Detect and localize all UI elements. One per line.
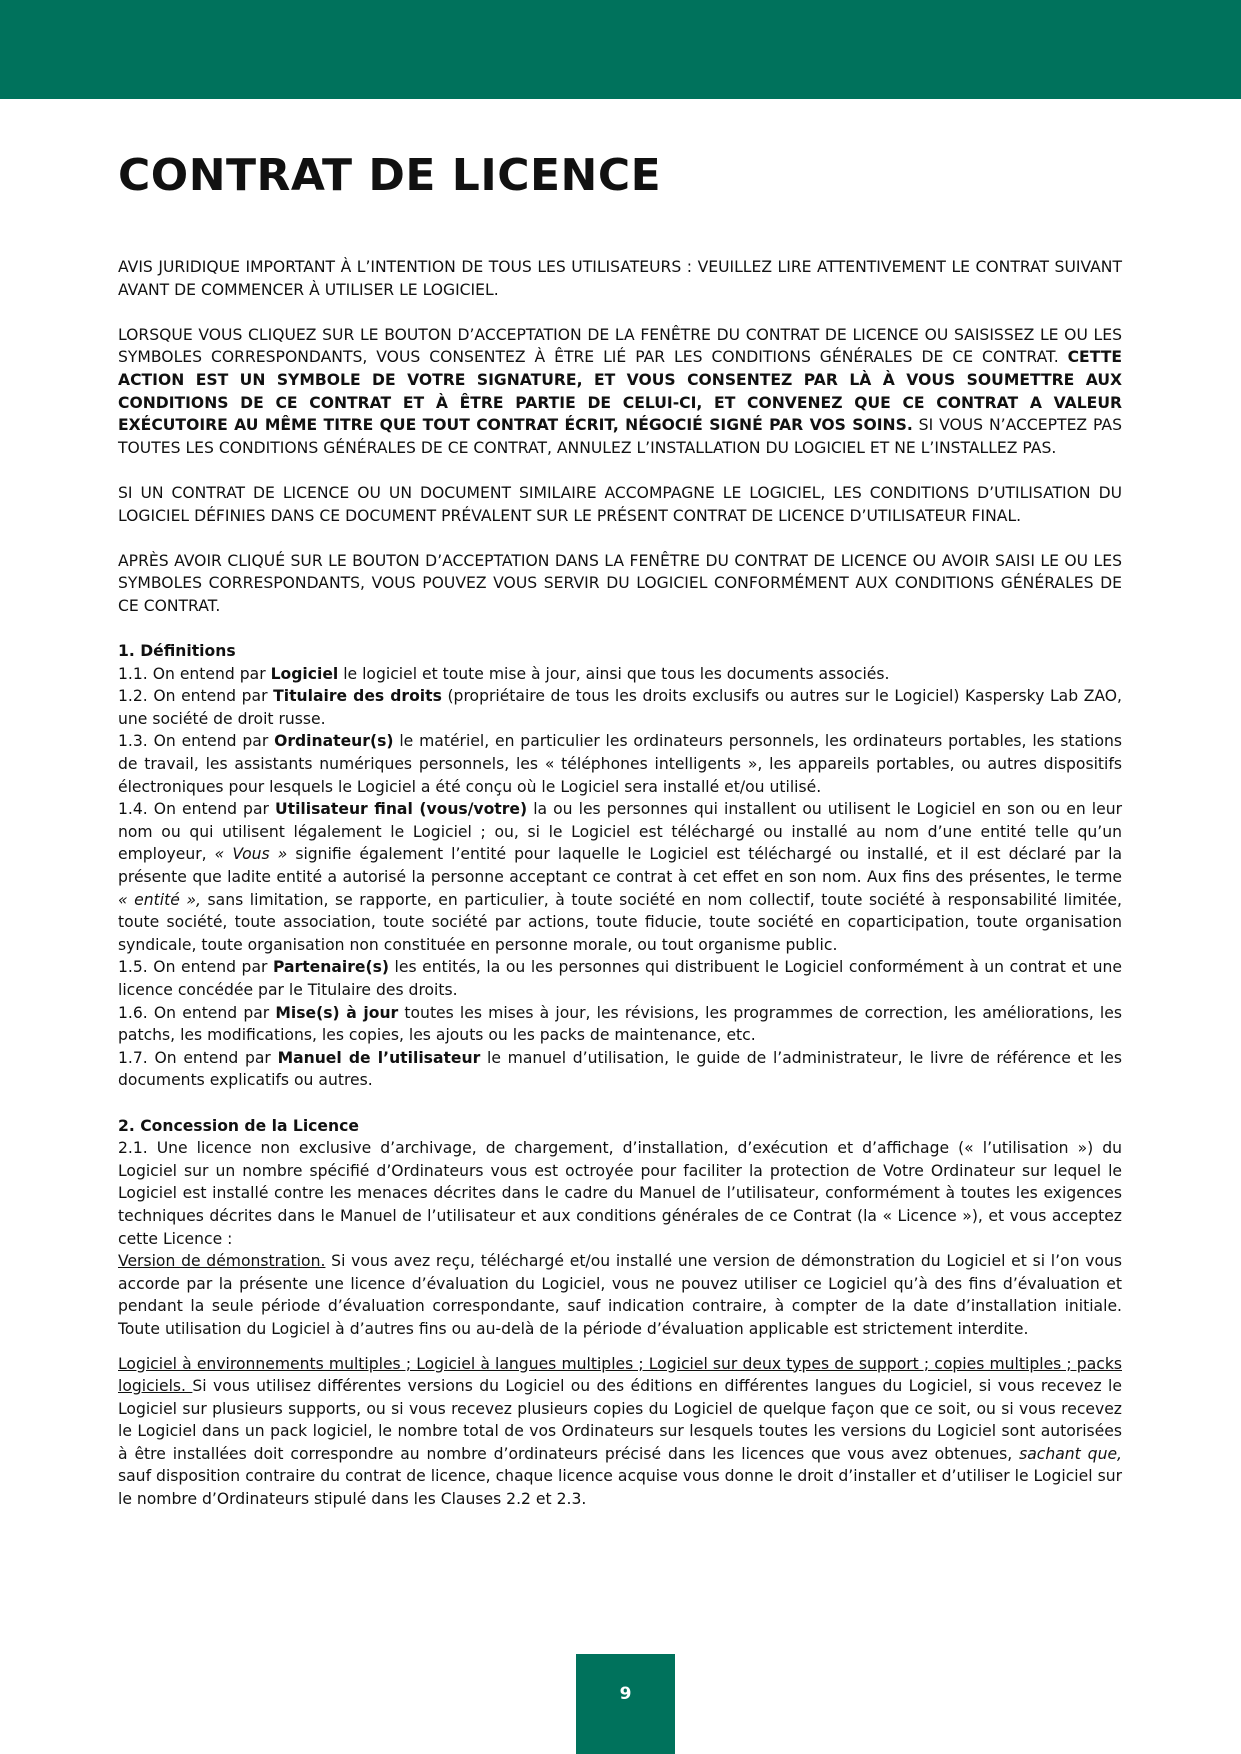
demo-version-paragraph: Version de démonstration. Si vous avez reçu, téléchargé et/ou installé une version de démonstration du Logiciel et si l’on vous accorde par la présente une licence d’évaluation du Logiciel, vous ne pouvez utiliser ce Logiciel qu’à des fins d’évaluation et pendant la seule période d’évaluation correspondante, sauf indication contraire, à compter de la date d’installation initiale. Toute utilisation du Logiciel à d’autres fins ou au-delà de la période d’évaluation applicable est strictement interdite. [118, 1252, 1122, 1338]
page-number-box [576, 1654, 675, 1754]
page-number: 9 [619, 1684, 632, 1704]
definition-item: 1.6. On entend par Mise(s) à jour toutes les mises à jour, les révisions, les programmes de correction, les améliorations, les patchs, les modifications, les copies, les ajouts ou les packs de maintenance, etc. [118, 1003, 1122, 1045]
section-heading-license-grant: 2. Concession de la Licence [118, 1116, 359, 1135]
definition-item: 1.4. On entend par Utilisateur final (vous/votre) la ou les personnes qui installent ou utilisent le Logiciel en son ou en leur nom ou qui utilisent légalement le Logiciel ; ou, si le Logiciel est téléchargé ou installé au nom d’une entité telle qu’un employeur, « Vous » signifie également l’entité pour laquelle le Logiciel est téléchargé ou installé, et il est déclaré par la présente que ladite entité a autorisé la personne acceptant ce contrat à cet effet en son nom. Aux fins des présentes, le terme « entité », sans limitation, se rapporte, en particulier, à toute société en nom collectif, toute société à responsabilité limitée, toute société, toute association, toute société par actions, toute fiducie, toute société en coparticipation, toute organisation syndicale, toute organisation non constituée en personne morale, ou tout organisme public. [118, 800, 1123, 954]
intro-paragraph: AVIS JURIDIQUE IMPORTANT À L’INTENTION DE TOUS LES UTILISATEURS : VEUILLEZ LIRE ATTENTIVEMENT LE CONTRAT SUIVANT AVANT DE COMMENCER À UTILISER LE LOGICIEL. [118, 258, 1122, 299]
section-heading-definitions: 1. Définitions [118, 642, 236, 661]
definition-item: 1.2. On entend par Titulaire des droits (propriétaire de tous les droits exclusifs ou autres sur le Logiciel) Kaspersky Lab ZAO, une société de droit russe. [118, 687, 1122, 728]
precedence-paragraph: SI UN CONTRAT DE LICENCE OU UN DOCUMENT SIMILAIRE ACCOMPAGNE LE LOGICIEL, LES CONDITIONS D’UTILISATION DU LOGICIEL DÉFINIES DANS CE DOCUMENT PRÉVALENT SUR LE PRÉSENT CONTRAT DE LICENCE D’UTILISATEUR FINAL. [118, 483, 1122, 525]
defined-term: Titulaire des droits [273, 687, 442, 706]
demo-version-label: Version de démonstration. [118, 1252, 326, 1271]
header-band [0, 0, 1241, 99]
definition-item: 1.1. On entend par Logiciel le logiciel et toute mise à jour, ainsi que tous les documents associés. [118, 664, 890, 683]
definition-item: 1.5. On entend par Partenaire(s) les entités, la ou les personnes qui distribuent le Logiciel conformément à un contrat et une licence concédée par le Titulaire des droits. [118, 958, 1122, 999]
document-body [118, 256, 1122, 1511]
defined-term: Partenaire(s) [272, 958, 389, 977]
page-title: CONTRAT DE LICENCE [118, 150, 662, 201]
defined-term: Mise(s) à jour [275, 1003, 399, 1022]
signature-clause: CETTE ACTION EST UN SYMBOLE DE VOTRE SIGNATURE, ET VOUS CONSENTEZ PAR LÀ À VOUS SOUMETTRE AUX CONDITIONS DE CE CONTRAT ET À ÊTRE PARTIE DE CELUI-CI, ET CONVENEZ QUE CE CONTRAT A VALEUR EXÉCUTOIRE AU MÊME TITRE QUE TOUT CONTRAT ÉCRIT, NÉGOCIÉ SIGNÉ PAR VOS SOINS. [118, 348, 1122, 435]
defined-term: Ordinateur(s) [274, 732, 394, 751]
defined-term: Manuel de l’utilisateur [277, 1048, 481, 1067]
license-grant-paragraph: 2.1. Une licence non exclusive d’archivage, de chargement, d’installation, d’exécution et d’affichage (« l’utilisation ») du Logiciel sur un nombre spécifié d’Ordinateurs vous est octroyée pour faciliter la protection de Votre Ordinateur sur lequel le Logiciel est installé contre les menaces décrites dans le cadre du Manuel de l’utilisateur, conformément à toutes les exigences techniques décrites dans le Manuel de l’utilisateur et aux conditions générales de ce Contrat (la « Licence »), et vous acceptez cette Licence : [118, 1139, 1122, 1248]
defined-term: Logiciel [270, 664, 339, 683]
multi-environment-paragraph: Logiciel à environnements multiples ; Logiciel à langues multiples ; Logiciel sur deux types de support ; copies multiples ; packs logiciels. Si vous utilisez différentes versions du Logiciel ou des éditions en différentes langues du Logiciel, si vous recevez le Logiciel sur plusieurs supports, ou si vous recevez plusieurs copies du Logiciel de quelque façon que ce soit, ou si vous recevez le Logiciel dans un pack logiciel, le nombre total de vos Ordinateurs sur lesquels toutes les versions du Logiciel sont autorisées à être installées doit correspondre au nombre d’ordinateurs précisé dans les licences que vous avez obtenues, sachant que, sauf disposition contraire du contrat de licence, chaque licence acquise vous donne le droit d’installer et d’utiliser le Logiciel sur le nombre d’Ordinateurs stipulé dans les Clauses 2.2 et 2.3. [118, 1354, 1122, 1509]
post-acceptance-paragraph: APRÈS AVOIR CLIQUÉ SUR LE BOUTON D’ACCEPTATION DANS LA FENÊTRE DU CONTRAT DE LICENCE OU AVOIR SAISI LE OU LES SYMBOLES CORRESPONDANTS, VOUS POUVEZ VOUS SERVIR DU LOGICIEL CONFORMÉMENT AUX CONDITIONS GÉNÉRALES DE CE CONTRAT. [118, 551, 1122, 615]
definition-item: 1.7. On entend par Manuel de l’utilisateur le manuel d’utilisation, le guide de l’administrateur, le livre de référence et les documents explicatifs ou autres. [118, 1048, 1123, 1090]
defined-term: Utilisateur final (vous/votre) [274, 800, 528, 819]
multi-environment-label: Logiciel à environnements multiples ; Logiciel à langues multiples ; Logiciel sur deux types de support ; copies multiples ; packs logiciels. [118, 1354, 1122, 1396]
definition-item: 1.3. On entend par Ordinateur(s) le matériel, en particulier les ordinateurs personnels, les ordinateurs portables, les stations de travail, les assistants numériques personnels, les « téléphones intelligents », les appareils portables, ou autres dispositifs électroniques pour lesquels le Logiciel a été conçu où le Logiciel sera installé et/ou utilisé. [118, 732, 1122, 796]
acceptance-paragraph: LORSQUE VOUS CLIQUEZ SUR LE BOUTON D’ACCEPTATION DE LA FENÊTRE DU CONTRAT DE LICENCE OU SAISISSEZ LE OU LES SYMBOLES CORRESPONDANTS, VOUS CONSENTEZ À ÊTRE LIÉ PAR LES CONDITIONS GÉNÉRALES DE CE CONTRAT. CETTE ACTION EST UN SYMBOLE DE VOTRE SIGNATURE, ET VOUS CONSENTEZ PAR LÀ À VOUS SOUMETTRE AUX CONDITIONS DE CE CONTRAT ET À ÊTRE PARTIE DE CELUI-CI, ET CONVENEZ QUE CE CONTRAT A VALEUR EXÉCUTOIRE AU MÊME TITRE QUE TOUT CONTRAT ÉCRIT, NÉGOCIÉ SIGNÉ PAR VOS SOINS. SI VOUS N’ACCEPTEZ PAS TOUTES LES CONDITIONS GÉNÉRALES DE CE CONTRAT, ANNULEZ L’INSTALLATION DU LOGICIEL ET NE L’INSTALLEZ PAS. [118, 325, 1123, 457]
